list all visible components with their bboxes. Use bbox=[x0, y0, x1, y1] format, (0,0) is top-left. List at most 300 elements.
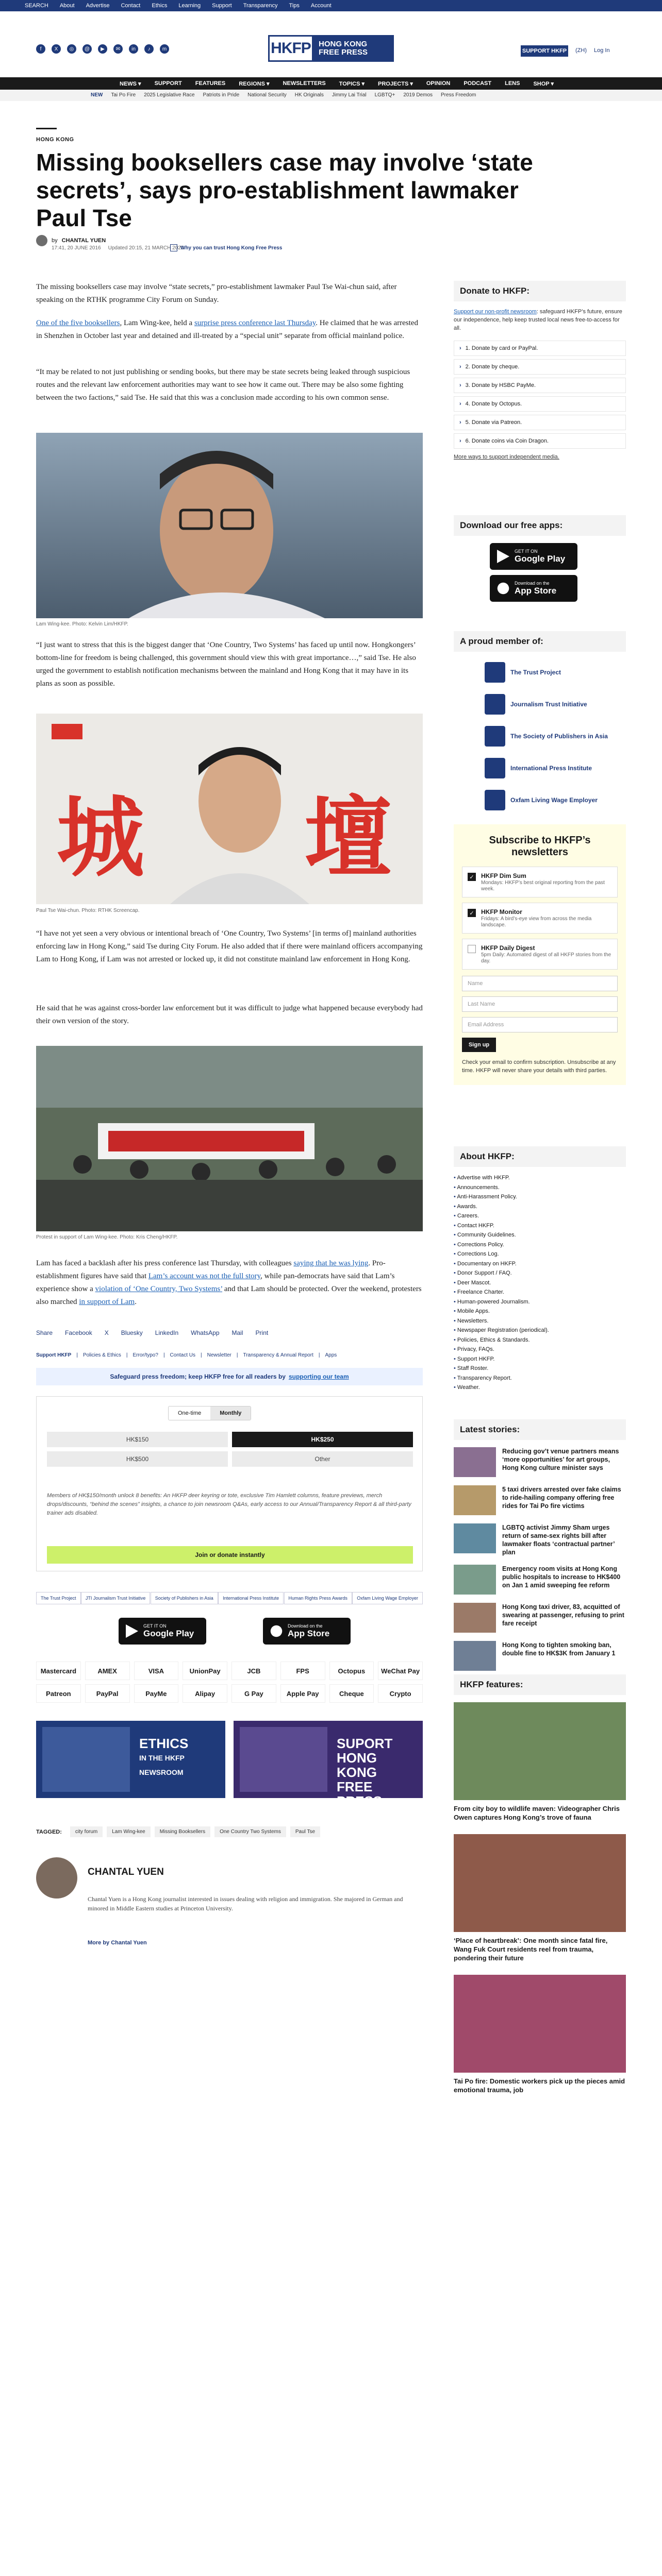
latest-story-thumbnail bbox=[454, 1485, 496, 1515]
svg-text:壇: 壇 bbox=[304, 787, 392, 889]
tab-monthly[interactable]: Monthly bbox=[210, 1406, 251, 1420]
safeguard-banner bbox=[36, 1368, 423, 1385]
newsletter-note: Check your email to confirm subscription. Unsubscribe at any time. HKFP will never share your details with third parties. bbox=[462, 1059, 616, 1074]
latest-story-title: 5 taxi drivers arrested over fake claims to ride-hailing company offering free rides for Tai Po fire victims bbox=[502, 1486, 621, 1510]
member-logo-label: International Press Institute bbox=[510, 765, 592, 772]
newsletter-signup-button[interactable]: Sign up bbox=[462, 1038, 496, 1052]
nav-item[interactable]: SUPPORT bbox=[154, 80, 182, 87]
about-link[interactable]: • Deer Mascot. bbox=[454, 1278, 626, 1288]
newsletter-input[interactable]: Last Name bbox=[462, 996, 618, 1012]
separator: | bbox=[76, 1352, 78, 1358]
separator: | bbox=[126, 1352, 128, 1358]
newsletter-name: HKFP Dim Sum bbox=[481, 872, 526, 879]
photo-lam-wing-kee bbox=[36, 433, 423, 618]
photo-caption-1: Lam Wing-kee. Photo: Kelvin Lim/HKFP. bbox=[36, 621, 128, 627]
newsletter-checkbox[interactable]: ✓ bbox=[468, 909, 476, 917]
login-link[interactable]: Log In bbox=[594, 47, 610, 54]
donate-option[interactable]: › 3. Donate by HSBC PayMe. bbox=[454, 378, 626, 393]
apple-icon bbox=[497, 582, 509, 595]
youtube-icon[interactable]: ▶ bbox=[98, 44, 107, 54]
latest-story[interactable] bbox=[454, 1447, 626, 1477]
email-icon[interactable]: ✉ bbox=[113, 44, 123, 54]
payment-logo: Alipay bbox=[183, 1684, 227, 1703]
amount-option-other[interactable]: Other bbox=[232, 1451, 413, 1467]
about-link[interactable]: • Community Guidelines. bbox=[454, 1230, 626, 1240]
tag-chip[interactable]: Paul Tse bbox=[290, 1826, 320, 1837]
nav-item[interactable]: FEATURES bbox=[195, 80, 226, 87]
payment-logo: WeChat Pay bbox=[378, 1662, 423, 1680]
feature-story[interactable] bbox=[454, 1702, 626, 1822]
newsletter-fields bbox=[462, 976, 618, 1032]
paragraph-4: “I just want to stress that this is the biggest danger that ‘One Country, Two Systems’ has faced up until now. Hongkongers’ bottom-line for freedom is being challenged, this government should view this with great importance…,” said Tse. He also urged the government to establish notification mechanisms between the mainland and Hong Kong that it may have in its plans as soon as possible. bbox=[36, 641, 416, 688]
newsletter-input[interactable]: Email Address bbox=[462, 1017, 618, 1032]
member-logo-icon bbox=[485, 694, 505, 715]
membership-note: Members of HK$150/month unlock 8 benefits: An HKFP deer keyring or tote, exclusive Tim Hamlett columns, feature previews, merch drops/discounts, “behind the scenes” insights, a chance to join newsroom Q&As, early access to our Annual/Transparency Report & all third-party trainer ads disabled. bbox=[47, 1493, 411, 1516]
member-logo[interactable]: Oxfam Living Wage Employer bbox=[352, 1592, 423, 1604]
share-whatsapp-button[interactable]: WhatsApp bbox=[191, 1329, 220, 1336]
member-logo-item[interactable] bbox=[485, 661, 626, 684]
author-avatar bbox=[36, 235, 47, 246]
nav-item[interactable]: OPINION bbox=[426, 80, 451, 87]
badge-big: App Store bbox=[288, 1629, 330, 1638]
share-mail-button[interactable]: Mail bbox=[231, 1329, 243, 1336]
search-link[interactable]: SEARCH bbox=[25, 3, 48, 9]
newsletter-option[interactable] bbox=[462, 867, 618, 897]
member-logo-icon bbox=[485, 758, 505, 778]
separator: | bbox=[318, 1352, 320, 1358]
svg-text:城: 城 bbox=[57, 787, 145, 889]
badge-small: Download on the bbox=[288, 1623, 323, 1629]
about-link[interactable]: • Corrections Log. bbox=[454, 1249, 626, 1259]
topbar-link[interactable]: Learning bbox=[178, 3, 201, 9]
member-logo-item[interactable] bbox=[485, 757, 626, 779]
x-icon[interactable]: X bbox=[52, 44, 61, 54]
donate-option[interactable]: › 4. Donate by Octopus. bbox=[454, 396, 626, 412]
nav-item[interactable]: NEWSLETTERS bbox=[283, 80, 326, 87]
member-logo-icon bbox=[485, 662, 505, 683]
about-link[interactable]: • Support HKFP. bbox=[454, 1354, 626, 1364]
footer-link[interactable]: Error/typo? bbox=[133, 1352, 158, 1358]
newsletter-input[interactable]: Name bbox=[462, 976, 618, 991]
tab-one-time[interactable]: One-time bbox=[178, 1410, 202, 1416]
member-logo-item[interactable] bbox=[485, 693, 626, 716]
share-bar bbox=[36, 1329, 268, 1336]
payment-logo: Crypto bbox=[378, 1684, 423, 1703]
share-facebook-button[interactable]: Facebook bbox=[65, 1329, 92, 1336]
payment-methods bbox=[36, 1662, 423, 1703]
separator: | bbox=[163, 1352, 165, 1358]
latest-story[interactable] bbox=[454, 1603, 626, 1633]
sidebar-donate bbox=[454, 281, 626, 461]
inline-link-1[interactable]: saying that he was lying bbox=[293, 1259, 369, 1267]
feature-title: From city boy to wildlife maven: Videographer Chris Owen captures Hong Kong’s trove of fauna bbox=[454, 1805, 620, 1821]
photo-protest-image bbox=[36, 1046, 423, 1231]
footer-link[interactable]: Apps bbox=[325, 1352, 337, 1358]
amount-option-selected[interactable]: HK$250 bbox=[232, 1432, 413, 1447]
promo-line: PRESS bbox=[337, 1793, 383, 1809]
newsletter-signup bbox=[454, 824, 626, 1085]
separator: | bbox=[201, 1352, 202, 1358]
about-link[interactable]: • Human-powered Journalism. bbox=[454, 1297, 626, 1307]
about-link[interactable]: • Privacy, FAQs. bbox=[454, 1345, 626, 1354]
donate-button[interactable]: Join or donate instantly bbox=[47, 1546, 413, 1564]
apple-icon bbox=[270, 1624, 283, 1638]
five-booksellers-link[interactable]: One of the five booksellers bbox=[36, 319, 120, 327]
topbar-link[interactable]: Transparency bbox=[243, 3, 278, 9]
member-logo-label: Journalism Trust Initiative bbox=[510, 701, 587, 708]
about-link[interactable]: • Anti-Harassment Policy. bbox=[454, 1192, 626, 1202]
feature-image bbox=[454, 1834, 626, 1932]
photo-caption-2: Paul Tse Wai-chun. Photo: RTHK Screencap. bbox=[36, 908, 140, 913]
donate-option[interactable]: › 2. Donate by cheque. bbox=[454, 359, 626, 375]
sidebar-members bbox=[454, 631, 626, 821]
badge-big: Google Play bbox=[143, 1629, 194, 1638]
topbar-link[interactable]: Account bbox=[310, 3, 332, 9]
about-link[interactable]: • Weather. bbox=[454, 1383, 626, 1393]
promo-line: IN THE HKFP bbox=[139, 1754, 185, 1762]
trending-bar bbox=[0, 90, 662, 101]
trending-new-label: NEW bbox=[91, 92, 103, 98]
member-logos-row bbox=[36, 1592, 423, 1604]
member-logo[interactable]: International Press Institute bbox=[218, 1592, 284, 1604]
author-photo bbox=[36, 1857, 77, 1899]
footer-link[interactable]: Policies & Ethics bbox=[82, 1352, 121, 1358]
sidebar-app-store-badge[interactable] bbox=[490, 575, 577, 602]
payment-logo: Apple Pay bbox=[280, 1684, 325, 1703]
member-logo-icon bbox=[485, 790, 505, 810]
latest-story-thumbnail bbox=[454, 1447, 496, 1477]
feature-story[interactable] bbox=[454, 1975, 626, 2094]
donate-option[interactable]: › 1. Donate by card or PayPal. bbox=[454, 341, 626, 356]
tiktok-icon[interactable]: ♪ bbox=[144, 44, 154, 54]
author-name[interactable]: CHANTAL YUEN bbox=[88, 1867, 164, 1877]
article-meta bbox=[52, 245, 184, 251]
promo-support[interactable] bbox=[234, 1721, 423, 1809]
newsletter-option[interactable] bbox=[462, 903, 618, 934]
promo-ethics-image bbox=[42, 1727, 130, 1792]
logo-name-line-2: FREE PRESS bbox=[319, 48, 368, 57]
member-logo-item[interactable] bbox=[485, 725, 626, 748]
author-link[interactable]: CHANTAL YUEN bbox=[61, 238, 106, 244]
latest-heading: Latest stories: bbox=[454, 1419, 626, 1440]
social-icons bbox=[36, 44, 169, 54]
promo-line: KONG FREE bbox=[337, 1765, 377, 1794]
trending-link[interactable]: 2019 Demos bbox=[403, 92, 433, 98]
paragraph-1: The missing booksellers case may involve “state secrets,” pro-establishment lawmaker Paul Tse Wai-chun said, after speaking on the RTHK programme City Forum on Sunday. bbox=[36, 283, 397, 304]
topbar-link[interactable]: Advertise bbox=[86, 3, 110, 9]
threads-icon[interactable]: @ bbox=[82, 44, 92, 54]
payment-logo: Mastercard bbox=[36, 1662, 81, 1680]
more-ways-link[interactable]: More ways to support independent media. bbox=[454, 454, 559, 460]
promo-line: NEWSROOM bbox=[139, 1768, 184, 1776]
inline-link-4[interactable]: in support of Lam bbox=[79, 1298, 135, 1306]
instagram-icon[interactable]: ◎ bbox=[67, 44, 76, 54]
payment-logo: PayPal bbox=[85, 1684, 130, 1703]
site-header bbox=[0, 11, 662, 77]
member-logo-label: Oxfam Living Wage Employer bbox=[510, 796, 598, 804]
tag-chip[interactable]: city forum bbox=[70, 1826, 103, 1837]
donate-intro-rest: : safeguard HKFP’s future, ensure our independence, help keep trusted local news free-to-access for all. bbox=[454, 309, 622, 331]
linkedin-icon[interactable]: in bbox=[129, 44, 138, 54]
about-link[interactable]: • Freelance Charter. bbox=[454, 1287, 626, 1297]
latest-story-title: LGBTQ activist Jimmy Sham urges return of same-sex rights bill after lawmaker floats ‘contractual partner’ plan bbox=[502, 1524, 615, 1556]
section-label[interactable]: HONG KONG bbox=[36, 137, 74, 143]
member-logo-item[interactable] bbox=[485, 789, 626, 811]
newsletter-desc: Fridays: A bird’s-eye view from across the media landscape. bbox=[481, 916, 592, 928]
author-bio: Chantal Yuen is a Hong Kong journalist interested in issues dealing with religion and immigration. She majored in German and minored in Middle Eastern studies at Princeton University. bbox=[88, 1895, 403, 1912]
header-links bbox=[575, 47, 610, 54]
trust-note[interactable] bbox=[170, 244, 282, 251]
donation-frequency bbox=[168, 1406, 251, 1420]
sidebar-latest bbox=[454, 1419, 626, 1679]
about-link[interactable]: • Policies, Ethics & Standards. bbox=[454, 1335, 626, 1345]
google-play-badge[interactable] bbox=[119, 1618, 206, 1645]
publish-date: 17:41, 20 JUNE 2016 bbox=[52, 245, 101, 251]
topbar-link[interactable]: About bbox=[59, 3, 75, 9]
trending-link[interactable]: Jimmy Lai Trial bbox=[332, 92, 367, 98]
donate-heading: Donate to HKFP: bbox=[454, 281, 626, 301]
about-link[interactable]: • Careers. bbox=[454, 1211, 626, 1221]
site-logo[interactable] bbox=[268, 35, 394, 62]
badge-big: App Store bbox=[515, 586, 557, 596]
nav-item[interactable]: LENS bbox=[505, 80, 520, 87]
updated-date: Updated 20:15, 21 MARCH 2020 bbox=[108, 245, 184, 251]
amount-option[interactable]: HK$500 bbox=[47, 1451, 228, 1467]
feature-image bbox=[454, 1702, 626, 1800]
topbar-link[interactable]: Ethics bbox=[152, 3, 168, 9]
nav-item[interactable]: SHOP ▾ bbox=[533, 81, 554, 87]
more-by-author-link[interactable]: More by Chantal Yuen bbox=[88, 1940, 147, 1946]
newsletter-heading: Subscribe to HKFP’s newsletters bbox=[489, 835, 591, 858]
photo-caption-3: Protest in support of Lam Wing-kee. Photo: Kris Cheng/HKFP. bbox=[36, 1234, 178, 1240]
about-link[interactable]: • Announcements. bbox=[454, 1183, 626, 1193]
newsletter-checkbox[interactable] bbox=[468, 945, 476, 953]
app-store-badge[interactable] bbox=[263, 1618, 351, 1645]
safeguard-text: Safeguard press freedom; keep HKFP free for all readers by bbox=[110, 1373, 286, 1380]
photo-protest bbox=[36, 1046, 423, 1231]
trending-link[interactable]: LGBTQ+ bbox=[374, 92, 395, 98]
share-label: Share bbox=[36, 1329, 53, 1336]
donate-options bbox=[454, 341, 626, 449]
topbar-link[interactable]: Tips bbox=[289, 3, 300, 9]
press-conference-link[interactable]: surprise press conference last Thursday bbox=[194, 319, 316, 327]
member-logo-label: The Society of Publishers in Asia bbox=[510, 733, 608, 740]
sidebar-about bbox=[454, 1146, 626, 1393]
article-title: Missing booksellers case may involve ‘state secrets’, says pro-establishment lawmaker Paul Tse bbox=[36, 149, 533, 231]
trending-link[interactable]: Patriots in Pride bbox=[203, 92, 240, 98]
sidebar-apps bbox=[454, 515, 626, 602]
share-linkedin-button[interactable]: LinkedIn bbox=[155, 1329, 179, 1336]
feature-story[interactable] bbox=[454, 1834, 626, 1962]
latest-story-title: Reducing gov’t venue partners means ‘more opportunities’ for art groups, Hong Kong culture minister says bbox=[502, 1448, 619, 1471]
inline-link-3[interactable]: violation of ‘One Country, Two Systems’ bbox=[95, 1285, 223, 1293]
photo-lam-wing-kee-image bbox=[36, 433, 423, 618]
newsletter-option[interactable] bbox=[462, 939, 618, 970]
nav-item[interactable]: TOPICS ▾ bbox=[339, 81, 365, 87]
facebook-icon[interactable]: f bbox=[36, 44, 45, 54]
paragraph-5: “I have not yet seen a very obvious or intentional breach of ‘One Country, Two Systems’ [in terms of] mainland authorities enforcing law in Hong Kong,” said Tse during City Forum. He also added that if there were mainland officers accompanying Lam to Hong Kong, if Lam was not arrested or locked up, it did not constitute mainland law enforcement in Hong Kong. bbox=[36, 929, 423, 963]
tag-chip[interactable]: Missing Booksellers bbox=[155, 1826, 210, 1837]
badge-big: Google Play bbox=[515, 554, 566, 564]
about-link[interactable]: • Advertise with HKFP. bbox=[454, 1173, 626, 1183]
top-utility-bar bbox=[0, 0, 662, 11]
about-link[interactable]: • Awards. bbox=[454, 1202, 626, 1212]
about-link[interactable]: • Contact HKFP. bbox=[454, 1221, 626, 1231]
promo-row bbox=[36, 1721, 423, 1809]
share-print-button[interactable]: Print bbox=[255, 1329, 269, 1336]
nav-item[interactable]: REGIONS ▾ bbox=[239, 81, 270, 87]
payment-logo: FPS bbox=[280, 1662, 325, 1680]
promo-line: SUPORT HONG bbox=[337, 1736, 393, 1766]
logo-name bbox=[313, 40, 368, 57]
payment-logo: Patreon bbox=[36, 1684, 81, 1703]
photo-paul-tse-image bbox=[36, 714, 423, 904]
topbar-link[interactable]: Contact bbox=[121, 3, 141, 9]
trending-link[interactable]: Press Freedom bbox=[441, 92, 476, 98]
about-link[interactable]: • Transparency Report. bbox=[454, 1374, 626, 1383]
badge-small: GET IT ON bbox=[515, 549, 538, 554]
latest-story[interactable] bbox=[454, 1523, 626, 1556]
trust-note-text: Why you can trust Hong Kong Free Press bbox=[180, 245, 283, 251]
member-logo-icon bbox=[485, 726, 505, 747]
payment-logo: Cheque bbox=[329, 1684, 374, 1703]
amount-option[interactable]: HK$150 bbox=[47, 1432, 228, 1447]
sidebar-app-badges bbox=[490, 543, 626, 602]
inline-link-2[interactable]: Lam’s account was not the full story bbox=[148, 1272, 261, 1280]
footer-link[interactable]: Contact Us bbox=[170, 1352, 196, 1358]
play-icon bbox=[126, 1624, 138, 1638]
payment-logo: AMEX bbox=[85, 1662, 130, 1680]
paragraph-7: Lam has faced a backlash after his press conference last Thursday, with colleagues saying that he was lying. Pro-establishment figures have said that Lam’s account was not the full story, while pan-democrats have said that Lam’s experience show a violation of ‘One Country, Two Systems’ and that Lam should be protected. Over the weekend, protesters also marched in support of Lam. bbox=[36, 1259, 422, 1306]
payment-logo: Octopus bbox=[329, 1662, 374, 1680]
about-link[interactable]: • Staff Roster. bbox=[454, 1364, 626, 1374]
topbar-link[interactable]: Support bbox=[212, 3, 232, 9]
section-rule bbox=[36, 128, 57, 129]
main-nav bbox=[0, 77, 662, 90]
apps-heading: Download our free apps: bbox=[454, 515, 626, 536]
trending-link[interactable]: HK Originals bbox=[294, 92, 324, 98]
footer-link[interactable]: Newsletter bbox=[207, 1352, 231, 1358]
newsletter-checkbox[interactable]: ✓ bbox=[468, 873, 476, 881]
latest-story-thumbnail bbox=[454, 1565, 496, 1595]
byline bbox=[36, 235, 106, 246]
mastodon-icon[interactable]: m bbox=[160, 44, 169, 54]
share-x-button[interactable]: X bbox=[104, 1329, 109, 1336]
footer-link[interactable]: Support HKFP bbox=[36, 1352, 72, 1358]
donation-amounts bbox=[47, 1432, 413, 1467]
member-logo[interactable]: Society of Publishers in Asia bbox=[151, 1592, 218, 1604]
newsletter-options bbox=[462, 867, 618, 970]
tag-chip[interactable]: Lam Wing-kee bbox=[107, 1826, 150, 1837]
trending-link[interactable]: 2025 Legislative Race bbox=[144, 92, 195, 98]
newsletter-name: HKFP Daily Digest bbox=[481, 944, 535, 952]
latest-story-title: Emergency room visits at Hong Kong public hospitals to increase to HK$400 on Jan 1 amid sweeping fee reform bbox=[502, 1565, 621, 1589]
members-heading: A proud member of: bbox=[454, 631, 626, 652]
promo-line: ETHICS bbox=[139, 1736, 189, 1751]
payment-logo: UnionPay bbox=[183, 1662, 227, 1680]
latest-story[interactable] bbox=[454, 1641, 626, 1671]
donation-widget bbox=[36, 1396, 423, 1571]
trending-link[interactable]: Tai Po Fire bbox=[111, 92, 136, 98]
trust-icon bbox=[170, 244, 177, 251]
badge-small: GET IT ON bbox=[143, 1623, 167, 1629]
sidebar-google-play-badge[interactable] bbox=[490, 543, 577, 570]
top-utility-links bbox=[25, 3, 332, 9]
latest-story[interactable] bbox=[454, 1485, 626, 1515]
share-bluesky-button[interactable]: Bluesky bbox=[121, 1329, 143, 1336]
latest-story-title: Hong Kong taxi driver, 83, acquitted of swearing at passenger, refusing to print fare receipt bbox=[502, 1603, 624, 1627]
newsletter-name: HKFP Monitor bbox=[481, 908, 522, 916]
promo-support-image bbox=[240, 1727, 327, 1792]
nav-item[interactable]: NEWS ▾ bbox=[120, 81, 141, 87]
member-logo-label: The Trust Project bbox=[510, 669, 561, 676]
latest-stories bbox=[454, 1447, 626, 1671]
paragraph-6: He said that he was against cross-border law enforcement but it was difficult to judge what happened because everybody had their own version of the story. bbox=[36, 1004, 423, 1025]
about-link[interactable]: • Donor Support / FAQ. bbox=[454, 1268, 626, 1278]
byline-prefix: by bbox=[52, 238, 58, 244]
tags-label: TAGGED: bbox=[36, 1828, 62, 1835]
feature-image bbox=[454, 1975, 626, 2073]
photo-paul-tse bbox=[36, 714, 423, 904]
about-link[interactable]: • Corrections Policy. bbox=[454, 1240, 626, 1250]
separator: | bbox=[236, 1352, 238, 1358]
paragraph-3: “It may be related to not just publishing or sending books, but there may be state secrets being leaked through suspicious routes and the relevant law enforcement authorities may want to see how it came out. There may be also some fighting between the two factions,” said Tse. He said that this was a conclusion made according to his own common sense. bbox=[36, 368, 410, 402]
about-link[interactable]: • Newspaper Registration (periodical). bbox=[454, 1326, 626, 1335]
chinese-link[interactable]: (ZH) bbox=[575, 47, 587, 54]
article-footer-links bbox=[36, 1352, 423, 1358]
member-logo-list bbox=[485, 661, 626, 811]
about-link[interactable]: • Mobile Apps. bbox=[454, 1307, 626, 1316]
nav-item[interactable]: PODCAST bbox=[464, 80, 492, 87]
member-logo[interactable]: The Trust Project bbox=[36, 1592, 81, 1604]
newsletter-desc: Mondays: HKFP’s best original reporting from the past week. bbox=[481, 880, 605, 892]
latest-story-title: Hong Kong to tighten smoking ban, double fine to HK$3K from January 1 bbox=[502, 1641, 616, 1657]
nav-item[interactable]: PROJECTS ▾ bbox=[378, 81, 413, 87]
footer-link[interactable]: Transparency & Annual Report bbox=[243, 1352, 313, 1358]
tag-chip[interactable]: One Country Two Systems bbox=[214, 1826, 286, 1837]
newsletter-desc: 5pm Daily: Automated digest of all HKFP stories from the day. bbox=[481, 952, 611, 964]
donate-intro-link[interactable]: Support our non-profit newsroom bbox=[454, 309, 537, 315]
about-link[interactable]: • Documentary on HKFP. bbox=[454, 1259, 626, 1269]
feature-stories bbox=[454, 1702, 626, 2094]
payment-logo: VISA bbox=[134, 1662, 179, 1680]
latest-story-thumbnail bbox=[454, 1603, 496, 1633]
payment-logo: PayMe bbox=[134, 1684, 179, 1703]
badge-small: Download on the bbox=[515, 581, 550, 586]
app-badges bbox=[119, 1618, 351, 1645]
donate-option[interactable]: › 5. Donate via Patreon. bbox=[454, 415, 626, 430]
about-link[interactable]: • Newsletters. bbox=[454, 1316, 626, 1326]
payment-logo: JCB bbox=[231, 1662, 276, 1680]
feature-title: ‘Place of heartbreak’: One month since fatal fire, Wang Fuk Court residents reel from trauma, pondering their future bbox=[454, 1937, 608, 1962]
safeguard-link[interactable]: supporting our team bbox=[288, 1373, 349, 1380]
member-logo[interactable]: Human Rights Press Awards bbox=[284, 1592, 352, 1604]
latest-story[interactable] bbox=[454, 1565, 626, 1595]
logo-mark: HKFP bbox=[268, 35, 313, 62]
support-hkfp-button[interactable]: SUPPORT HKFP bbox=[521, 45, 568, 57]
play-icon bbox=[497, 550, 509, 563]
donate-intro bbox=[454, 308, 626, 332]
feature-title: Tai Po fire: Domestic workers pick up the pieces amid emotional trauma, job bbox=[454, 2077, 625, 2094]
about-heading: About HKFP: bbox=[454, 1146, 626, 1167]
trending-link[interactable]: National Security bbox=[247, 92, 287, 98]
latest-story-thumbnail bbox=[454, 1641, 496, 1671]
latest-story-thumbnail bbox=[454, 1523, 496, 1553]
donate-option[interactable]: › 6. Donate coins via Coin Dragon. bbox=[454, 433, 626, 449]
member-logo[interactable]: JTI Journalism Trust Initiative bbox=[81, 1592, 151, 1604]
promo-ethics[interactable] bbox=[36, 1721, 225, 1798]
about-links bbox=[454, 1173, 626, 1393]
